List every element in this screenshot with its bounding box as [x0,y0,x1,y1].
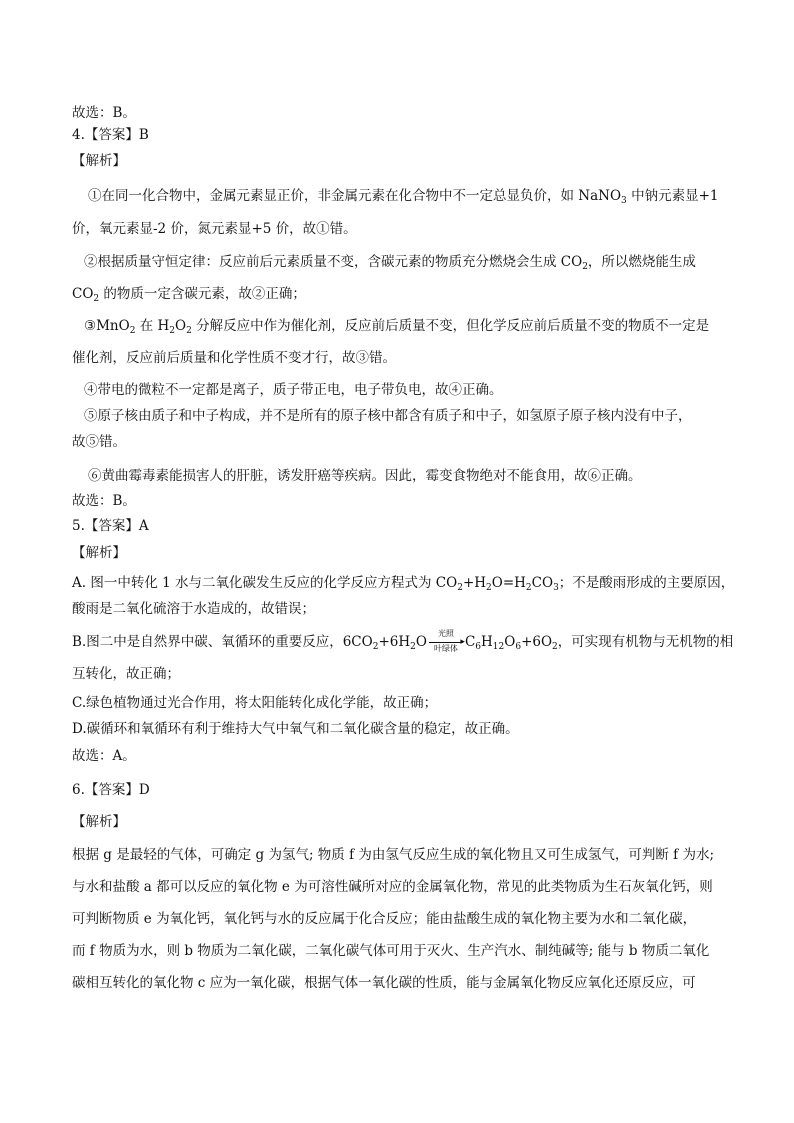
q5-answer: 5.【答案】A [72,518,149,534]
q6-line3: 可判断物质 e 为氧化钙，氧化钙与水的反应属于化合反应；能由盐酸生成的氧化物主要为水和二氧化碳， [72,911,697,927]
q4-conclusion: 故选：B。 [72,493,136,509]
q5-conclusion: 故选：A。 [72,748,136,764]
q6-line5: 碳相互转化的氧化物 c 应为一氧化碳，根据气体一氧化碳的性质，能与金属氧化物反应氧化还原反应，可 [72,975,696,991]
q5-option-a-line1: A. 图一中转化 1 水与二氧化碳发生反应的化学反应方程式为 $CO_2+H_2O=H_2CO_3$；不是酸雨形成的主要原因， [72,575,735,593]
q4-item6: ⑥黄曲霉毒素能损害人的肝脏，诱发肝癌等疾病。因此，霉变食物绝对不能食用，故⑥正确。 [88,468,642,484]
q4-item1-line2: 价，氧元素显-2 价，氮元素显+5 价，故①错。 [72,221,357,237]
arrow-head-icon: ▸ [460,637,465,647]
q4-item2-line1: ②根据质量守恒定律：反应前后元素质量不变，含碳元素的物质充分燃烧会生成 $CO_2$，所以燃烧能生成 [84,254,696,272]
q4-item1-line1: ①在同一化合物中，金属元素显正价，非金属元素在化合物中不一定总显负价，如 NaNO$_3$ 中钠元素显+1 [88,188,719,206]
q5-option-b-line2: 互转化，故正确； [72,666,180,682]
q5-analysis-label: 【解析】 [72,545,126,561]
q5-option-c: C.绿色植物通过光合作用，将太阳能转化成化学能，故正确； [72,695,438,711]
q4-answer: 4.【答案】B [72,127,149,143]
q6-analysis-label: 【解析】 [72,814,126,830]
q4-item5-line1: ⑤原子核由质子和中子构成，并不是所有的原子核中都含有质子和中子，如氢原子原子核内没有中子， [84,408,692,424]
q6-line4: 而 f 物质为水，则 b 物质为二氧化碳，二氧化碳气体可用于灭火、生产汽水、制纯碱等; 能与 b 物质二氧化 [72,943,710,959]
q5-option-a-line2: 酸雨是二氧化硫溶于水造成的，故错误； [72,601,315,617]
q5-option-d: D.碳循环和氧循环有利于维持大气中氧气和二氧化碳含量的稳定，故正确。 [72,721,519,737]
reaction-arrow: 光照 ▸ 叶绿体 [429,632,463,652]
q4-item2-line2: $CO_2$ 的物质一定含碳元素，故②正确； [72,286,306,304]
q4-item3-line2: 催化剂，反应前后质量和化学性质不变才行，故③错。 [72,350,396,366]
q6-line1: 根据 g 是最轻的气体，可确定 g 为氢气; 物质 f 为由氢气反应生成的氧化物且又可生成氢气，可判断 f 为水; [72,847,714,863]
q3-conclusion: 故选：B。 [72,105,136,121]
q6-line2: 与水和盐酸 a 都可以反应的氧化物 e 为可溶性碱所对应的金属氧化物，常见的此类物质为生石灰氧化钙，则 [72,879,713,895]
q4-item4: ④带电的微粒不一定都是离子，质子带正电，电子带负电，故④正确。 [84,382,503,398]
q6-answer: 6.【答案】D [72,782,150,798]
q4-analysis-label: 【解析】 [72,153,126,169]
q5-option-b-line1: B.图二中是自然界中碳、氧循环的重要反应，$6CO_2+6H_2O$ 光照 ▸ 叶绿体 $C_6H_{12}O_6+6O_2$，可实现有机物与无机物的相 [72,629,734,653]
q4-item5-line2: 故⑤错。 [72,434,126,450]
q4-item3-line1: ③MnO$_2$ 在 $H_2O_2$ 分解反应中作为催化剂，反应前后质量不变，但化学反应前后质量不变的物质不一定是 [84,318,710,336]
